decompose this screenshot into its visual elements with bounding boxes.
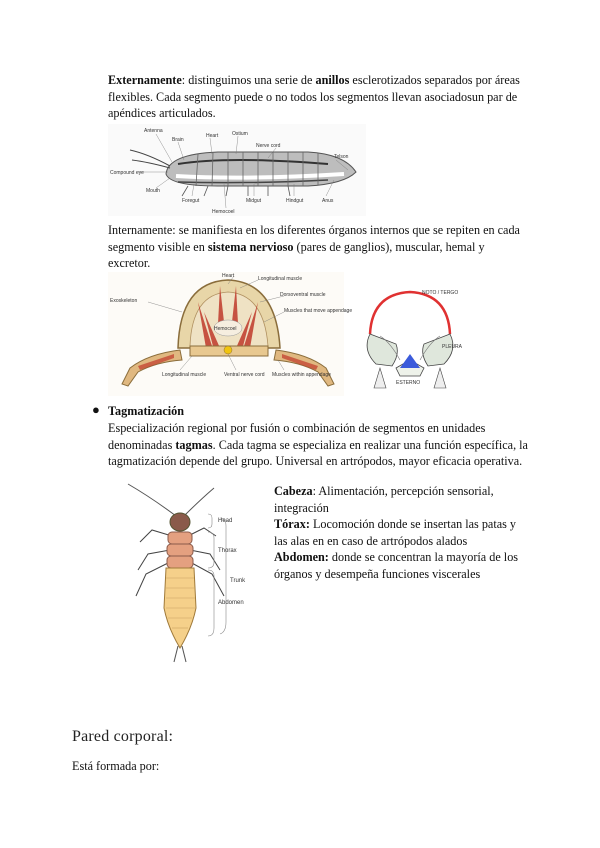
term-cabeza: Cabeza <box>274 484 313 498</box>
paragraph-tagmas: Cabeza: Alimentación, percepción sensorial, integración Tórax: Locomoción donde se insertan las patas y las alas en en caso de artrópodos alados Abdomen: donde se concentran la mayoría de los órganos y desempeña funciones viscerales <box>274 484 519 581</box>
label-thorax: Thorax <box>218 548 237 554</box>
label-foregut: Foregut <box>182 198 200 204</box>
label-antenna: Antenna <box>144 128 163 134</box>
label-muscles-within-appendage: Muscles within appendage <box>272 372 331 378</box>
figure-insect-tagmata <box>122 478 262 664</box>
bullet-icon: ● <box>92 402 100 417</box>
paragraph-tagmatizacion: Especialización regional por fusión o combinación de segmentos en unidades denominadas tagmas. Cada tagma se especializa en realizar una función específica, la tagmatización depende del grupo. Universal en artrópodos, mayor eficacia operativa. <box>108 421 528 468</box>
label-compound-eye: Compound eye <box>110 170 144 176</box>
label-hemocoel: Hemocoel <box>212 209 235 215</box>
term-abdomen: Abdomen: <box>274 550 329 564</box>
figure-segment-schematic <box>356 284 464 392</box>
term-externamente: Externamente <box>108 73 182 87</box>
label-exoskeleton: Exoskeleton <box>110 298 138 304</box>
label-muscles-move-appendage: Muscles that move appendage <box>284 308 353 314</box>
label-midgut: Midgut <box>246 198 262 204</box>
label-anus: Anus <box>322 198 334 204</box>
figure-cross-section <box>108 272 353 396</box>
label-esterno: ESTERNO <box>396 380 421 386</box>
label-head: Head <box>218 518 233 524</box>
label-trunk: Trunk <box>230 578 246 584</box>
label-hemocoel-x: Hemocoel <box>214 326 237 332</box>
label-brain: Brain <box>172 137 184 143</box>
heading-pared-corporal: Pared corporal: <box>72 728 174 745</box>
term-anillos: anillos <box>315 73 350 87</box>
label-longitudinal-muscle-top: Longitudinal muscle <box>258 276 303 282</box>
label-abdomen: Abdomen <box>218 600 244 606</box>
label-telson: Telson <box>334 154 349 160</box>
term-torax: Tórax: <box>274 517 310 531</box>
label-noto-tergo: NOTO / TERGO <box>422 290 459 296</box>
paragraph-externamente: Externamente: distinguimos una serie de anillos esclerotizados separados por áreas flexibles. Cada segmento puede o no todos los segmentos llevan asociadosun par de apéndices articulados. <box>108 73 520 120</box>
label-nerve-cord: Nerve cord <box>256 143 281 149</box>
term-sistema-nervioso: sistema nervioso <box>207 239 294 254</box>
label-heart: Heart <box>206 133 219 139</box>
label-ostium: Ostium <box>232 131 248 137</box>
figure-segmented-body <box>108 124 366 216</box>
paragraph-internamente: Internamente: se manifiesta en los diferentes órganos internos que se repiten en cada segmento visible en sistema nervioso (pares de ganglios), muscular, hemal y excretor. <box>108 223 520 270</box>
label-heart-x: Heart <box>222 273 235 279</box>
label-ventral-nerve-cord: Ventral nerve cord <box>224 372 265 378</box>
label-pleura: PLEURA <box>442 344 463 350</box>
heading-tagmatizacion: Tagmatización <box>108 404 185 418</box>
label-longitudinal-muscle-bottom: Longitudinal muscle <box>162 372 207 378</box>
label-dorsoventral-muscle: Dorsoventral muscle <box>280 292 326 298</box>
label-hindgut: Hindgut <box>286 198 304 204</box>
term-tagmas: tagmas <box>175 437 213 452</box>
label-mouth: Mouth <box>146 188 160 194</box>
paragraph-esta-formada: Está formada por: <box>72 759 160 773</box>
